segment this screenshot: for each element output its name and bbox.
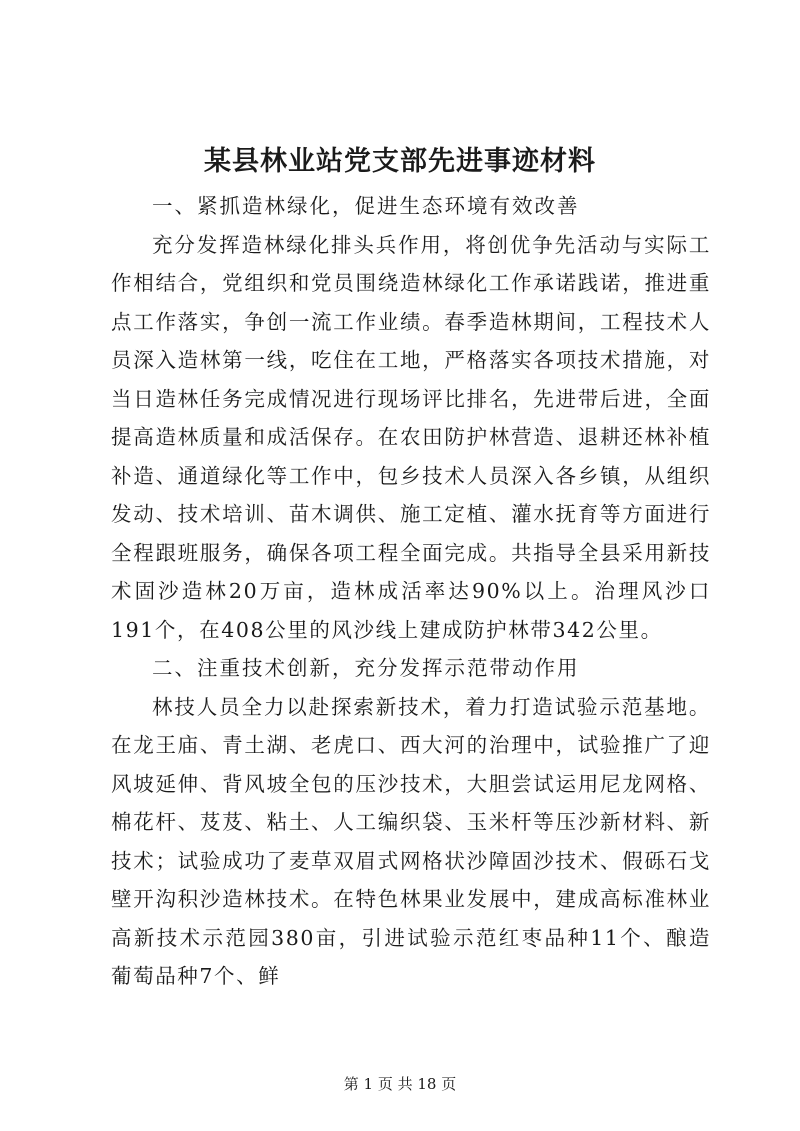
- section-2-heading: 二、注重技术创新，充分发挥示范带动作用: [152, 656, 580, 680]
- document-body: [111, 187, 711, 996]
- section-1-paragraph: 充分发挥造林绿化排头兵作用，将创优争先活动与实际工作相结合，党组织和党员围绕造林绿化工作承诺践诺，推进重点工作落实，争创一流工作业绩。春季造林期间，工程技术人员深入造林第一线，吃住在工地，严格落实各项技术措施，对当日造林任务完成情况进行现场评比排名，先进带后进，全面提高造林质量和成活保存。在农田防护林营造、退耕还林补植补造、通道绿化等工作中，包乡技术人员深入各乡镇，从组织发动、技术培训、苗木调供、施工定植、灌水抚育等方面进行全程跟班服务，确保各项工程全面完成。共指导全县采用新技术固沙造林20万亩，造林成活率达90%以上。治理风沙口191个，在408公里的风沙线上建成防护林带342公里。: [111, 232, 711, 642]
- page-number-footer: 第 1 页 共 18 页: [343, 1075, 457, 1093]
- section-1-heading: 一、紧抓造林绿化，促进生态环境有效改善: [152, 194, 580, 218]
- document-title: 某县林业站党支部先进事迹材料: [204, 146, 596, 177]
- section-2-paragraph: 林技人员全力以赴探索新技术，着力打造试验示范基地。在龙王庙、青土湖、老虎口、西大河的治理中，试验推广了迎风坡延伸、背风坡全包的压沙技术，大胆尝试运用尼龙网格、棉花杆、芨芨、粘土、人工编织袋、玉米杆等压沙新材料、新技术；试验成功了麦草双眉式网格状沙障固沙技术、假砾石戈壁开沟积沙造林技术。在特色林果业发展中，建成高标准林业高新技术示范园380亩，引进试验示范红枣品种11个、酿造葡萄品种7个、鲜: [111, 694, 711, 988]
